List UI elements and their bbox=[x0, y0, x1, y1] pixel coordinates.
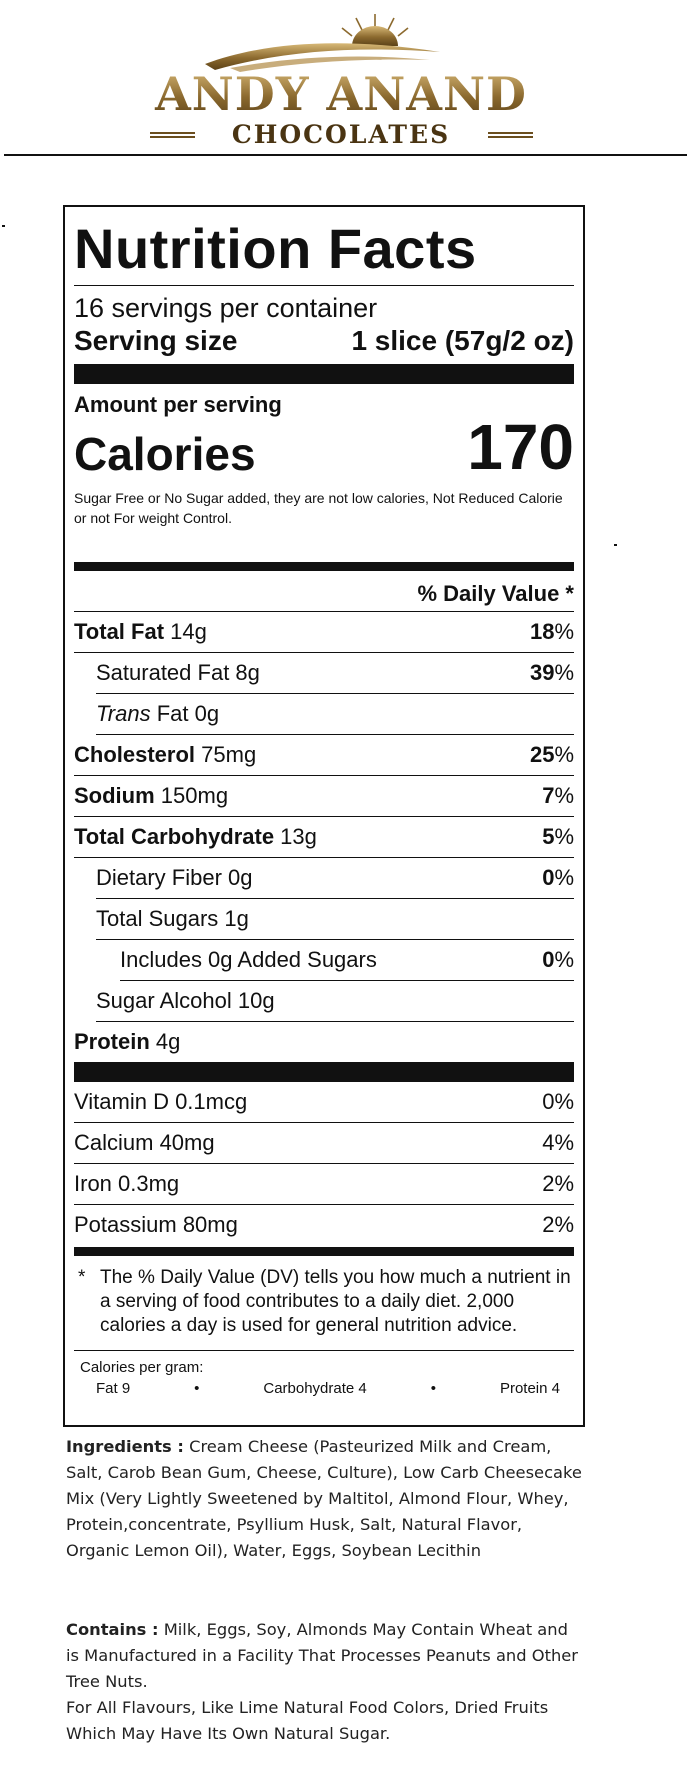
vitamin-row: Calcium 40mg 4% bbox=[74, 1123, 574, 1164]
nutrition-title: Nutrition Facts bbox=[74, 219, 574, 286]
nutrient-row-total-sugars: Total Sugars 1g bbox=[96, 899, 574, 940]
brand-logo bbox=[0, 0, 687, 150]
daily-value-footnote: * The % Daily Value (DV) tells you how much a nutrient in a serving of food contributes to a daily diet. 2,000 calories a day is used for general nutrition advice. bbox=[74, 1266, 574, 1351]
header-divider bbox=[4, 154, 687, 156]
amount-per-serving: Amount per serving bbox=[74, 392, 282, 417]
flavour-note: For All Flavours, Like Lime Natural Food Colors, Dried Fruits Which May Have Its Own Natural Sugar. bbox=[66, 1698, 549, 1743]
servings-per-container: 16 servings per container bbox=[74, 293, 378, 323]
serving-size-value: 1 slice (57g/2 oz) bbox=[351, 325, 574, 356]
nutrition-facts-panel bbox=[63, 205, 585, 1427]
nutrient-row-added-sugars: Includes 0g Added Sugars 0% bbox=[120, 940, 574, 981]
vitamin-row: Potassium 80mg 2% bbox=[74, 1212, 574, 1237]
nutrient-row-sugar-alcohol: Sugar Alcohol 10g bbox=[96, 981, 574, 1022]
sun-icon bbox=[352, 26, 398, 46]
swoosh-icon bbox=[205, 43, 440, 70]
stray-mark bbox=[614, 544, 617, 546]
daily-value-header: % Daily Value * bbox=[74, 571, 574, 612]
stray-mark bbox=[2, 225, 5, 227]
thick-divider bbox=[74, 1062, 574, 1082]
calories-per-gram-row: Fat 9 • Carbohydrate 4 • Protein 4 bbox=[96, 1380, 560, 1397]
medium-divider bbox=[74, 562, 574, 571]
ingredients-label: Ingredients : bbox=[66, 1437, 184, 1456]
nutrient-row-total-fat: Total Fat 14g 18% bbox=[74, 612, 574, 653]
logo-graphic bbox=[0, 0, 687, 150]
brand-subtitle: CHOCOLATES bbox=[231, 120, 451, 149]
nutrient-row-protein: Protein 4g bbox=[74, 1029, 181, 1054]
nutrient-row-dietary-fiber: Dietary Fiber 0g 0% bbox=[96, 858, 574, 899]
calories-per-gram-label: Calories per gram: bbox=[80, 1359, 204, 1376]
vitamin-row: Vitamin D 0.1mcg 0% bbox=[74, 1082, 574, 1123]
calories-note: Sugar Free or No Sugar added, they are not low calories, Not Reduced Calorie or not For weight Control. bbox=[74, 490, 563, 526]
serving-size-row bbox=[74, 324, 574, 358]
nutrient-row-trans-fat: Trans Fat 0g bbox=[96, 694, 574, 735]
vitamin-row: Iron 0.3mg 2% bbox=[74, 1164, 574, 1205]
calories-row bbox=[74, 411, 574, 483]
thick-divider bbox=[74, 364, 574, 384]
contains-text: Contains : Milk, Eggs, Soy, Almonds May Contain Wheat and is Manufactured in a Facility That Processes Peanuts and Other Tree Nuts. For All Flavours, Like Lime Natural Food Colors, Dried Fruits Which May Have Its Own Natural Sugar. bbox=[66, 1620, 578, 1743]
contains-label: Contains : bbox=[66, 1620, 159, 1639]
medium-divider bbox=[74, 1247, 574, 1256]
calories-label: Calories bbox=[74, 428, 256, 480]
nutrient-row-cholesterol: Cholesterol 75mg 25% bbox=[74, 735, 574, 776]
nutrient-row-sodium: Sodium 150mg 7% bbox=[74, 776, 574, 817]
calories-value: 170 bbox=[467, 411, 574, 483]
brand-name: ANDY ANAND bbox=[155, 67, 527, 121]
nutrient-row-saturated-fat: Saturated Fat 8g 39% bbox=[96, 653, 574, 694]
serving-size-label: Serving size bbox=[74, 325, 238, 356]
ingredients-text: Ingredients : Cream Cheese (Pasteurized Milk and Cream, Salt, Carob Bean Gum, Cheese, Culture), Low Carb Cheesecake Mix (Very Lightly Sweetened by Maltitol, Almond Flour, Whey, Protein,concentrate, Psyllium Husk, Salt, Natural Flavor, Organic Lemon Oil), Water, Eggs, Soybean Lecithin bbox=[66, 1437, 582, 1560]
nutrient-row-total-carbohydrate: Total Carbohydrate 13g 5% bbox=[74, 817, 574, 858]
